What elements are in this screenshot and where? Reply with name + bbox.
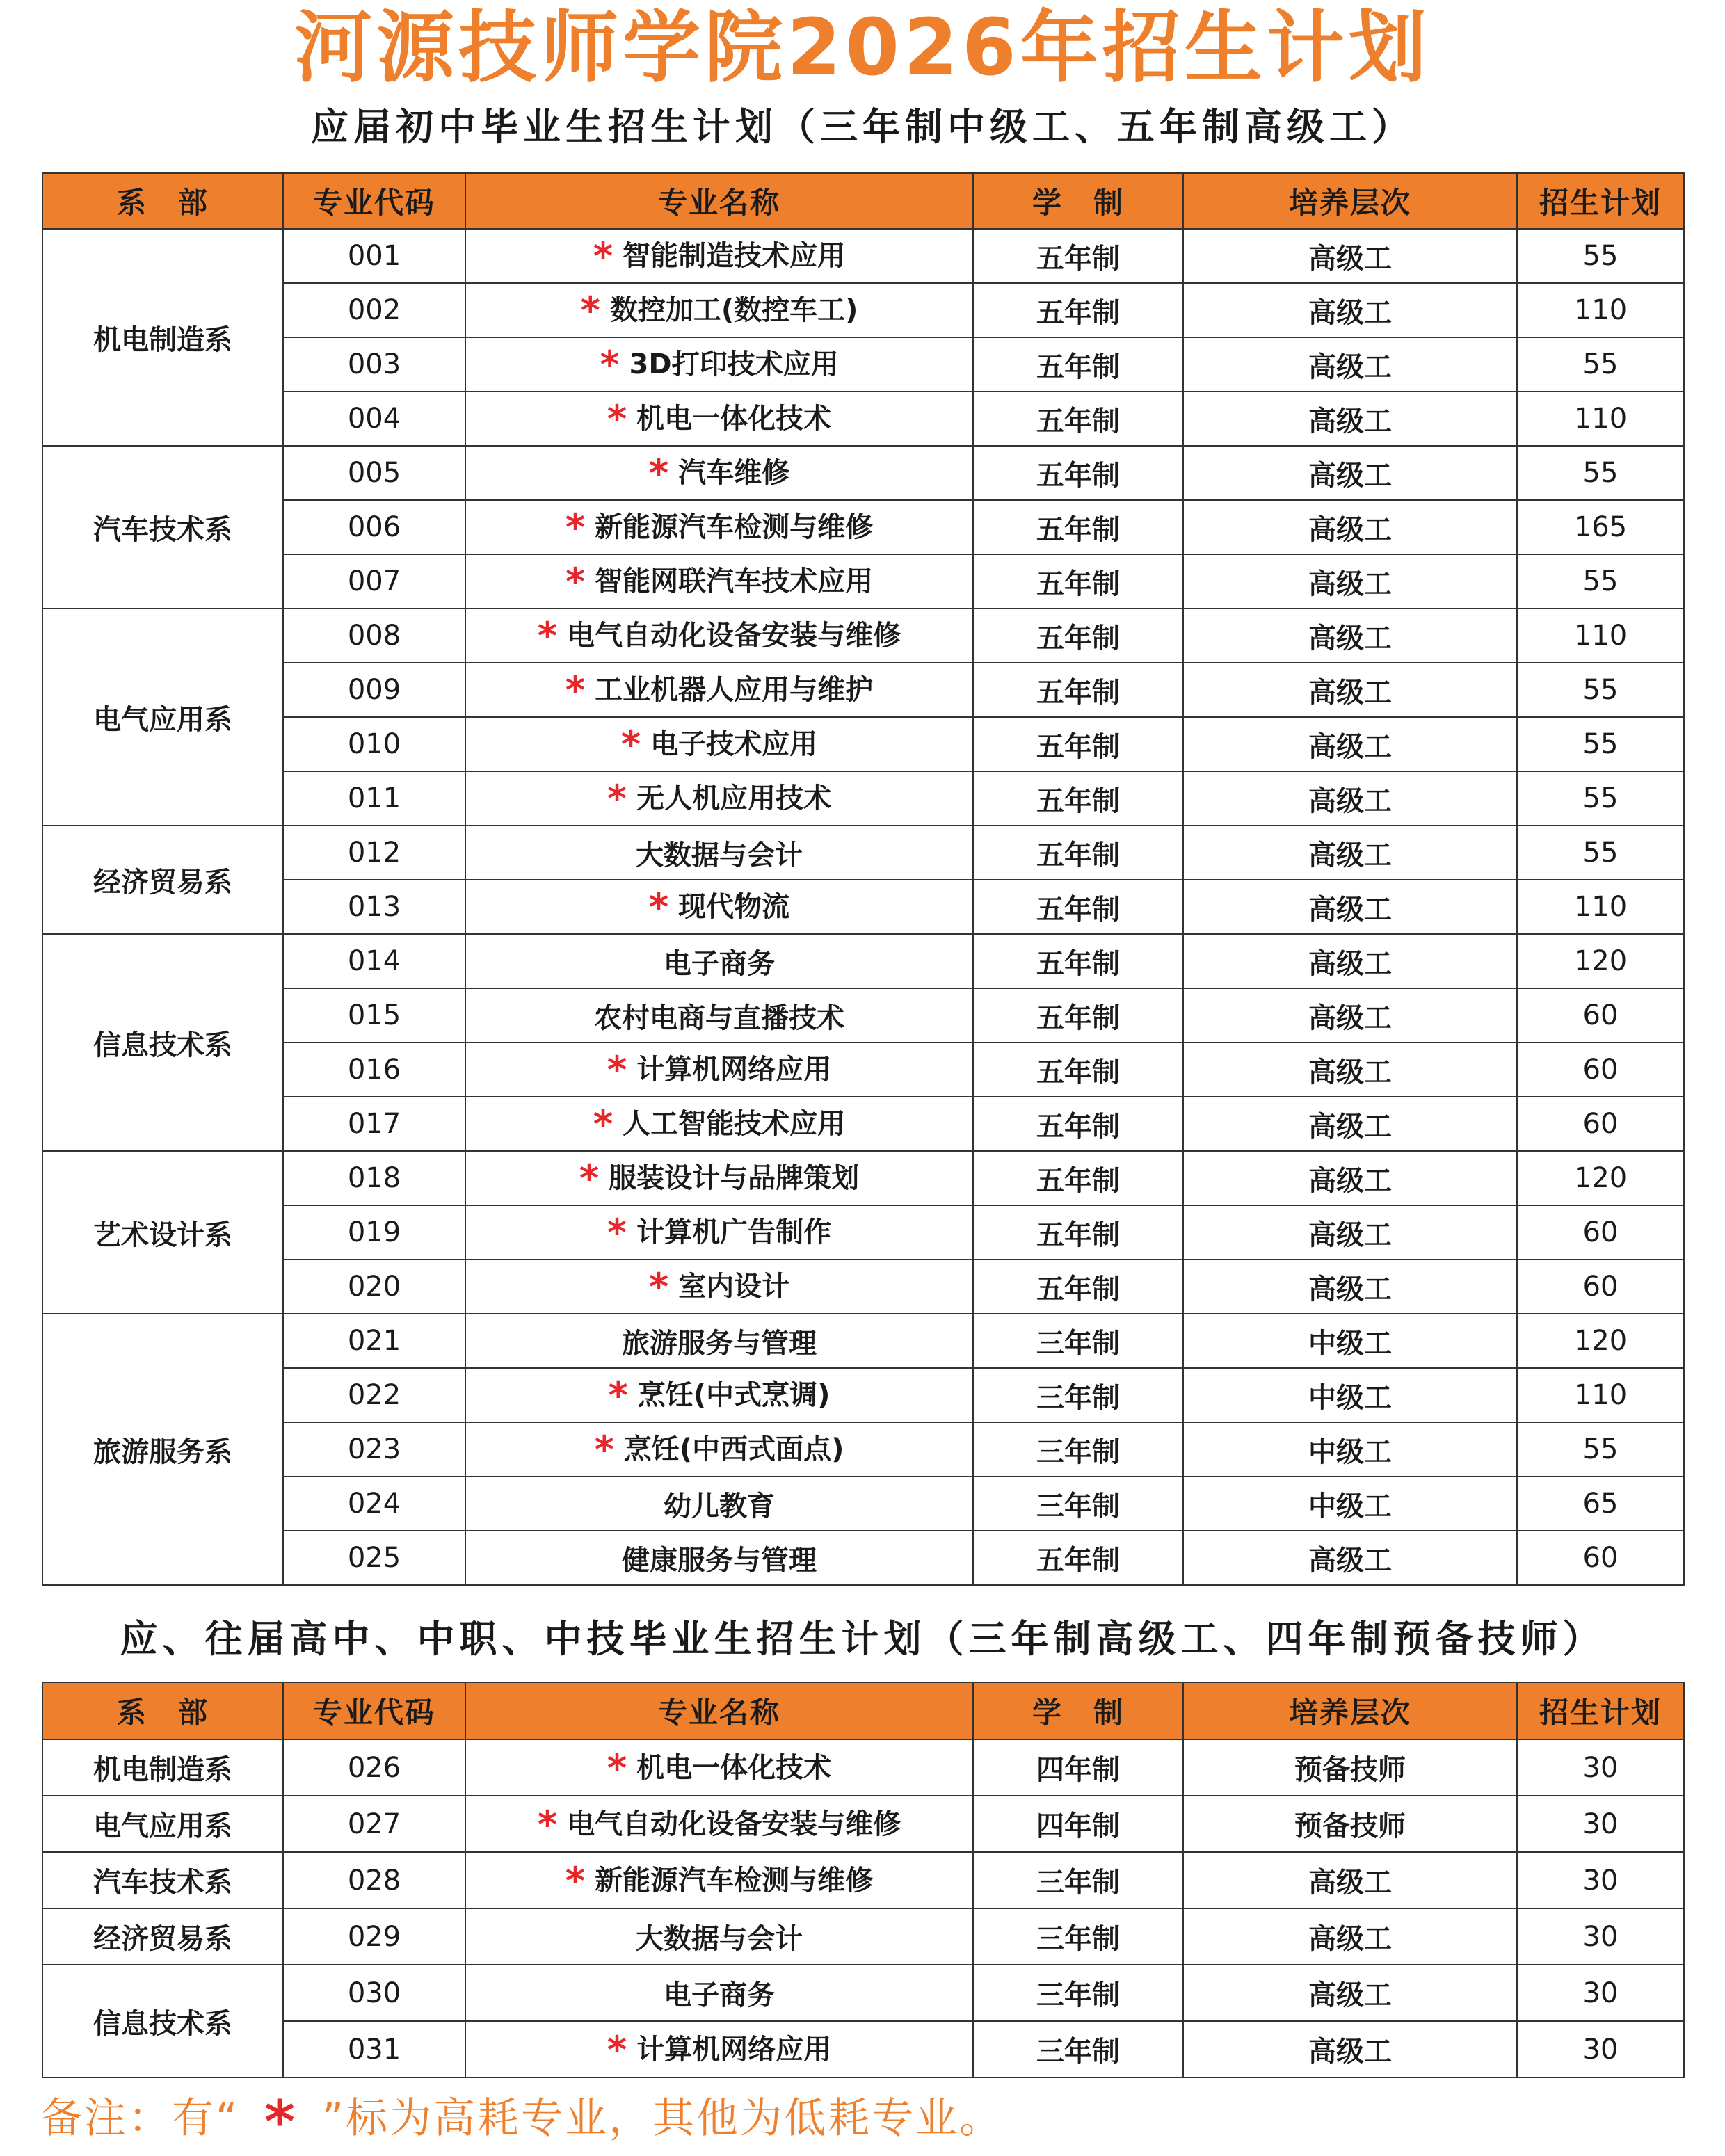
table-body	[42, 229, 1684, 1585]
system-cell: 五年制	[973, 554, 1183, 609]
dept-cell: 艺术设计系	[42, 1151, 283, 1314]
code-cell: 006	[283, 500, 465, 554]
asterisk-icon: *	[537, 1802, 558, 1847]
system-cell: 五年制	[973, 337, 1183, 392]
table-row	[42, 826, 1684, 880]
code-cell: 019	[283, 1205, 465, 1260]
plan-cell: 120	[1517, 1314, 1684, 1368]
major-name: 智能网联汽车技术应用	[595, 565, 874, 597]
major-name-cell	[465, 717, 973, 771]
code-cell: 014	[283, 934, 465, 988]
code-cell: 031	[283, 2021, 465, 2077]
major-name-cell	[465, 1314, 973, 1368]
table-row	[42, 1477, 1684, 1531]
plan-cell: 60	[1517, 1043, 1684, 1097]
code-cell: 024	[283, 1477, 465, 1531]
level-cell: 高级工	[1183, 934, 1517, 988]
major-name-cell	[465, 2021, 973, 2077]
table-body	[42, 1739, 1684, 2077]
major-name: 大数据与会计	[636, 839, 803, 871]
dept-cell: 汽车技术系	[42, 446, 283, 609]
code-cell: 002	[283, 283, 465, 337]
major-name-cell	[465, 1739, 973, 1796]
major-name-cell	[465, 1965, 973, 2021]
level-cell: 高级工	[1183, 554, 1517, 609]
table-row	[42, 1852, 1684, 1908]
table-row	[42, 500, 1684, 554]
header-level: 培养层次	[1183, 173, 1517, 229]
code-cell: 016	[283, 1043, 465, 1097]
dept-cell: 经济贸易系	[42, 1908, 283, 1965]
dept-cell: 机电制造系	[42, 1739, 283, 1796]
system-cell: 五年制	[973, 609, 1183, 663]
code-cell: 011	[283, 771, 465, 826]
level-cell: 高级工	[1183, 609, 1517, 663]
plan-cell: 60	[1517, 1260, 1684, 1314]
header-system: 学 制	[973, 173, 1183, 229]
level-cell: 高级工	[1183, 229, 1517, 283]
code-cell: 018	[283, 1151, 465, 1205]
code-cell: 025	[283, 1531, 465, 1585]
level-cell: 高级工	[1183, 446, 1517, 500]
plan-cell: 30	[1517, 1852, 1684, 1908]
code-cell: 008	[283, 609, 465, 663]
code-cell: 012	[283, 826, 465, 880]
major-name-cell	[465, 663, 973, 717]
system-cell: 五年制	[973, 1097, 1183, 1151]
table-row	[42, 1314, 1684, 1368]
major-name-cell	[465, 771, 973, 826]
table-row	[42, 554, 1684, 609]
level-cell: 高级工	[1183, 663, 1517, 717]
major-name-cell	[465, 392, 973, 446]
plan-cell: 110	[1517, 283, 1684, 337]
level-cell: 高级工	[1183, 1908, 1517, 1965]
major-name-cell	[465, 1368, 973, 1422]
major-name-cell	[465, 1531, 973, 1585]
plan-cell: 110	[1517, 392, 1684, 446]
plan-cell: 60	[1517, 1097, 1684, 1151]
level-cell: 高级工	[1183, 880, 1517, 934]
level-cell: 高级工	[1183, 500, 1517, 554]
system-cell: 五年制	[973, 229, 1183, 283]
system-cell: 四年制	[973, 1739, 1183, 1796]
plan-cell: 30	[1517, 1908, 1684, 1965]
plan-cell: 60	[1517, 1205, 1684, 1260]
major-name: 无人机应用技术	[636, 782, 832, 814]
asterisk-icon: *	[580, 289, 600, 332]
asterisk-icon: *	[565, 668, 586, 712]
header-code: 专业代码	[283, 1682, 465, 1739]
system-cell: 五年制	[973, 717, 1183, 771]
code-cell: 013	[283, 880, 465, 934]
header-dept: 系 部	[42, 1682, 283, 1739]
level-cell: 高级工	[1183, 1151, 1517, 1205]
plan-table-junior	[42, 172, 1685, 1586]
asterisk-icon: *	[648, 451, 669, 495]
major-name: 电气自动化设备安装与维修	[567, 620, 901, 652]
level-cell: 高级工	[1183, 1531, 1517, 1585]
asterisk-icon: *	[593, 1102, 613, 1146]
level-cell: 预备技师	[1183, 1739, 1517, 1796]
plan-cell: 65	[1517, 1477, 1684, 1531]
major-name-cell	[465, 446, 973, 500]
plan-cell: 55	[1517, 337, 1684, 392]
major-name: 计算机广告制作	[636, 1216, 832, 1248]
plan-cell: 120	[1517, 934, 1684, 988]
level-cell: 高级工	[1183, 1852, 1517, 1908]
major-name: 3D打印技术应用	[629, 348, 839, 380]
dept-cell: 电气应用系	[42, 609, 283, 826]
system-cell: 五年制	[973, 1260, 1183, 1314]
header-plan: 招生计划	[1517, 173, 1684, 229]
system-cell: 三年制	[973, 1908, 1183, 1965]
dept-cell: 信息技术系	[42, 934, 283, 1151]
table-row	[42, 717, 1684, 771]
system-cell: 五年制	[973, 500, 1183, 554]
level-cell: 高级工	[1183, 826, 1517, 880]
table-row	[42, 337, 1684, 392]
header-dept: 系 部	[42, 173, 283, 229]
major-name: 电子商务	[664, 1979, 775, 2011]
level-cell: 高级工	[1183, 392, 1517, 446]
code-cell: 026	[283, 1739, 465, 1796]
plan-cell: 55	[1517, 554, 1684, 609]
level-cell: 高级工	[1183, 283, 1517, 337]
table-row	[42, 1739, 1684, 1796]
table-row	[42, 771, 1684, 826]
major-name: 烹饪(中西式面点)	[623, 1433, 844, 1465]
section1-subtitle: 应届初中毕业生招生计划（三年制中级工、五年制高级工）	[311, 105, 1414, 149]
dept-cell: 电气应用系	[42, 1796, 283, 1852]
major-name-cell	[465, 826, 973, 880]
major-name: 新能源汽车检测与维修	[595, 511, 874, 543]
asterisk-icon: *	[648, 1265, 669, 1309]
major-name: 室内设计	[678, 1271, 790, 1303]
section2-subtitle: 应、往届高中、中职、中技毕业生招生计划（三年制高级工、四年制预备技师）	[120, 1617, 1605, 1661]
major-name: 数控加工(数控车工)	[609, 294, 858, 326]
table-row	[42, 1097, 1684, 1151]
code-cell: 004	[283, 392, 465, 446]
major-name: 汽车维修	[678, 457, 790, 489]
system-cell: 三年制	[973, 2021, 1183, 2077]
code-cell: 003	[283, 337, 465, 392]
major-name: 农村电商与直播技术	[594, 1001, 844, 1034]
code-cell: 010	[283, 717, 465, 771]
major-name-cell	[465, 1477, 973, 1531]
major-name: 大数据与会计	[636, 1923, 803, 1955]
major-name: 幼儿教育	[664, 1490, 775, 1522]
major-name: 工业机器人应用与维护	[595, 674, 874, 706]
code-cell: 001	[283, 229, 465, 283]
asterisk-icon: *	[593, 234, 613, 278]
table-row	[42, 880, 1684, 934]
table-row	[42, 1796, 1684, 1852]
dept-cell: 机电制造系	[42, 229, 283, 446]
level-cell: 中级工	[1183, 1314, 1517, 1368]
header-code: 专业代码	[283, 173, 465, 229]
asterisk-icon: *	[620, 723, 641, 766]
system-cell: 五年制	[973, 1205, 1183, 1260]
system-cell: 五年制	[973, 663, 1183, 717]
major-name: 电子技术应用	[650, 728, 818, 760]
system-cell: 五年制	[973, 988, 1183, 1043]
plan-cell: 30	[1517, 1965, 1684, 2021]
plan-cell: 165	[1517, 500, 1684, 554]
asterisk-icon: *	[607, 1048, 627, 1092]
major-name-cell	[465, 880, 973, 934]
asterisk-icon: *	[579, 1157, 600, 1200]
level-cell: 高级工	[1183, 771, 1517, 826]
major-name-cell	[465, 1796, 973, 1852]
code-cell: 005	[283, 446, 465, 500]
dept-cell: 旅游服务系	[42, 1314, 283, 1585]
table-row	[42, 283, 1684, 337]
table-row	[42, 392, 1684, 446]
asterisk-icon: *	[565, 506, 586, 549]
plan-cell: 60	[1517, 988, 1684, 1043]
plan-cell: 55	[1517, 229, 1684, 283]
system-cell: 三年制	[973, 1314, 1183, 1368]
major-name-cell	[465, 337, 973, 392]
system-cell: 五年制	[973, 446, 1183, 500]
table-row	[42, 2021, 1684, 2077]
table-row	[42, 663, 1684, 717]
page-title: 河源技师学院2026年招生计划	[294, 3, 1431, 93]
dept-cell: 汽车技术系	[42, 1852, 283, 1908]
level-cell: 高级工	[1183, 1965, 1517, 2021]
code-cell: 015	[283, 988, 465, 1043]
major-name: 服装设计与品牌策划	[609, 1162, 860, 1194]
code-cell: 009	[283, 663, 465, 717]
code-cell: 021	[283, 1314, 465, 1368]
plan-cell: 55	[1517, 771, 1684, 826]
table-row	[42, 934, 1684, 988]
major-name: 机电一体化技术	[636, 1751, 832, 1784]
system-cell: 三年制	[973, 1422, 1183, 1477]
header-name: 专业名称	[465, 173, 973, 229]
code-cell: 023	[283, 1422, 465, 1477]
code-cell: 028	[283, 1852, 465, 1908]
asterisk-icon: *	[607, 397, 627, 441]
major-name-cell	[465, 1151, 973, 1205]
code-cell: 029	[283, 1908, 465, 1965]
dept-cell: 信息技术系	[42, 1965, 283, 2077]
plan-cell: 30	[1517, 2021, 1684, 2077]
asterisk-icon: *	[264, 2088, 298, 2156]
system-cell: 五年制	[973, 1043, 1183, 1097]
dept-cell: 经济贸易系	[42, 826, 283, 934]
table-row	[42, 1151, 1684, 1205]
plan-cell: 110	[1517, 1368, 1684, 1422]
plan-table-senior	[42, 1682, 1685, 2078]
major-name: 旅游服务与管理	[622, 1327, 817, 1360]
plan-cell: 55	[1517, 663, 1684, 717]
system-cell: 五年制	[973, 392, 1183, 446]
table-row	[42, 1965, 1684, 2021]
table-row	[42, 1260, 1684, 1314]
system-cell: 五年制	[973, 880, 1183, 934]
code-cell: 017	[283, 1097, 465, 1151]
plan-cell: 30	[1517, 1796, 1684, 1852]
plan-cell: 55	[1517, 717, 1684, 771]
level-cell: 中级工	[1183, 1477, 1517, 1531]
plan-cell: 55	[1517, 1422, 1684, 1477]
system-cell: 五年制	[973, 771, 1183, 826]
asterisk-icon: *	[600, 343, 620, 387]
table-row	[42, 1368, 1684, 1422]
major-name-cell	[465, 554, 973, 609]
asterisk-icon: *	[565, 1858, 586, 1903]
code-cell: 020	[283, 1260, 465, 1314]
system-cell: 三年制	[973, 1965, 1183, 2021]
asterisk-icon: *	[565, 560, 586, 604]
major-name-cell	[465, 609, 973, 663]
code-cell: 022	[283, 1368, 465, 1422]
major-name: 人工智能技术应用	[623, 1108, 846, 1140]
level-cell: 高级工	[1183, 988, 1517, 1043]
code-cell: 007	[283, 554, 465, 609]
footnote-prefix: 备注：有“	[40, 2094, 240, 2143]
major-name-cell	[465, 1260, 973, 1314]
major-name: 电气自动化设备安装与维修	[567, 1808, 901, 1840]
level-cell: 高级工	[1183, 2021, 1517, 2077]
header-name: 专业名称	[465, 1682, 973, 1739]
major-name-cell	[465, 1097, 973, 1151]
level-cell: 中级工	[1183, 1368, 1517, 1422]
asterisk-icon: *	[607, 777, 627, 821]
asterisk-icon: *	[537, 614, 558, 658]
plan-cell: 55	[1517, 826, 1684, 880]
table-header-row	[42, 1682, 1684, 1739]
asterisk-icon: *	[607, 1746, 627, 1790]
table-row	[42, 1422, 1684, 1477]
major-name-cell	[465, 1205, 973, 1260]
system-cell: 五年制	[973, 934, 1183, 988]
major-name: 计算机网络应用	[636, 1054, 832, 1086]
level-cell: 中级工	[1183, 1422, 1517, 1477]
major-name-cell	[465, 1422, 973, 1477]
header-plan: 招生计划	[1517, 1682, 1684, 1739]
header-level: 培养层次	[1183, 1682, 1517, 1739]
level-cell: 高级工	[1183, 337, 1517, 392]
system-cell: 五年制	[973, 283, 1183, 337]
major-name-cell	[465, 1908, 973, 1965]
asterisk-icon: *	[607, 1211, 627, 1255]
system-cell: 三年制	[973, 1852, 1183, 1908]
system-cell: 三年制	[973, 1368, 1183, 1422]
major-name: 智能制造技术应用	[623, 240, 846, 272]
level-cell: 高级工	[1183, 1097, 1517, 1151]
plan-cell: 120	[1517, 1151, 1684, 1205]
table-row	[42, 446, 1684, 500]
system-cell: 五年制	[973, 1151, 1183, 1205]
code-cell: 027	[283, 1796, 465, 1852]
table-row	[42, 229, 1684, 283]
major-name: 新能源汽车检测与维修	[595, 1864, 874, 1897]
plan-cell: 55	[1517, 446, 1684, 500]
system-cell: 五年制	[973, 1531, 1183, 1585]
major-name: 电子商务	[664, 947, 775, 980]
asterisk-icon: *	[608, 1374, 628, 1417]
major-name-cell	[465, 229, 973, 283]
table-row	[42, 988, 1684, 1043]
code-cell: 030	[283, 1965, 465, 2021]
level-cell: 预备技师	[1183, 1796, 1517, 1852]
footnote	[40, 2088, 1004, 2156]
major-name-cell	[465, 934, 973, 988]
level-cell: 高级工	[1183, 717, 1517, 771]
level-cell: 高级工	[1183, 1043, 1517, 1097]
major-name-cell	[465, 988, 973, 1043]
header-system: 学 制	[973, 1682, 1183, 1739]
major-name: 机电一体化技术	[636, 403, 832, 435]
major-name: 现代物流	[678, 891, 790, 923]
asterisk-icon: *	[648, 885, 669, 929]
major-name-cell	[465, 500, 973, 554]
major-name-cell	[465, 283, 973, 337]
table-row	[42, 1531, 1684, 1585]
system-cell: 四年制	[973, 1796, 1183, 1852]
table-row	[42, 1043, 1684, 1097]
table-header-row	[42, 173, 1684, 229]
plan-cell: 60	[1517, 1531, 1684, 1585]
plan-cell: 110	[1517, 880, 1684, 934]
major-name: 计算机网络应用	[636, 2033, 832, 2066]
plan-cell: 110	[1517, 609, 1684, 663]
asterisk-icon: *	[594, 1428, 614, 1472]
footnote-suffix: ”标为高耗专业，其他为低耗专业。	[322, 2094, 1004, 2143]
level-cell: 高级工	[1183, 1260, 1517, 1314]
system-cell: 五年制	[973, 826, 1183, 880]
major-name: 健康服务与管理	[622, 1544, 817, 1577]
plan-cell: 30	[1517, 1739, 1684, 1796]
major-name-cell	[465, 1043, 973, 1097]
major-name-cell	[465, 1852, 973, 1908]
table-row	[42, 609, 1684, 663]
major-name: 烹饪(中式烹调)	[637, 1379, 831, 1411]
table-row	[42, 1205, 1684, 1260]
system-cell: 三年制	[973, 1477, 1183, 1531]
table-row	[42, 1908, 1684, 1965]
level-cell: 高级工	[1183, 1205, 1517, 1260]
asterisk-icon: *	[607, 2027, 627, 2072]
